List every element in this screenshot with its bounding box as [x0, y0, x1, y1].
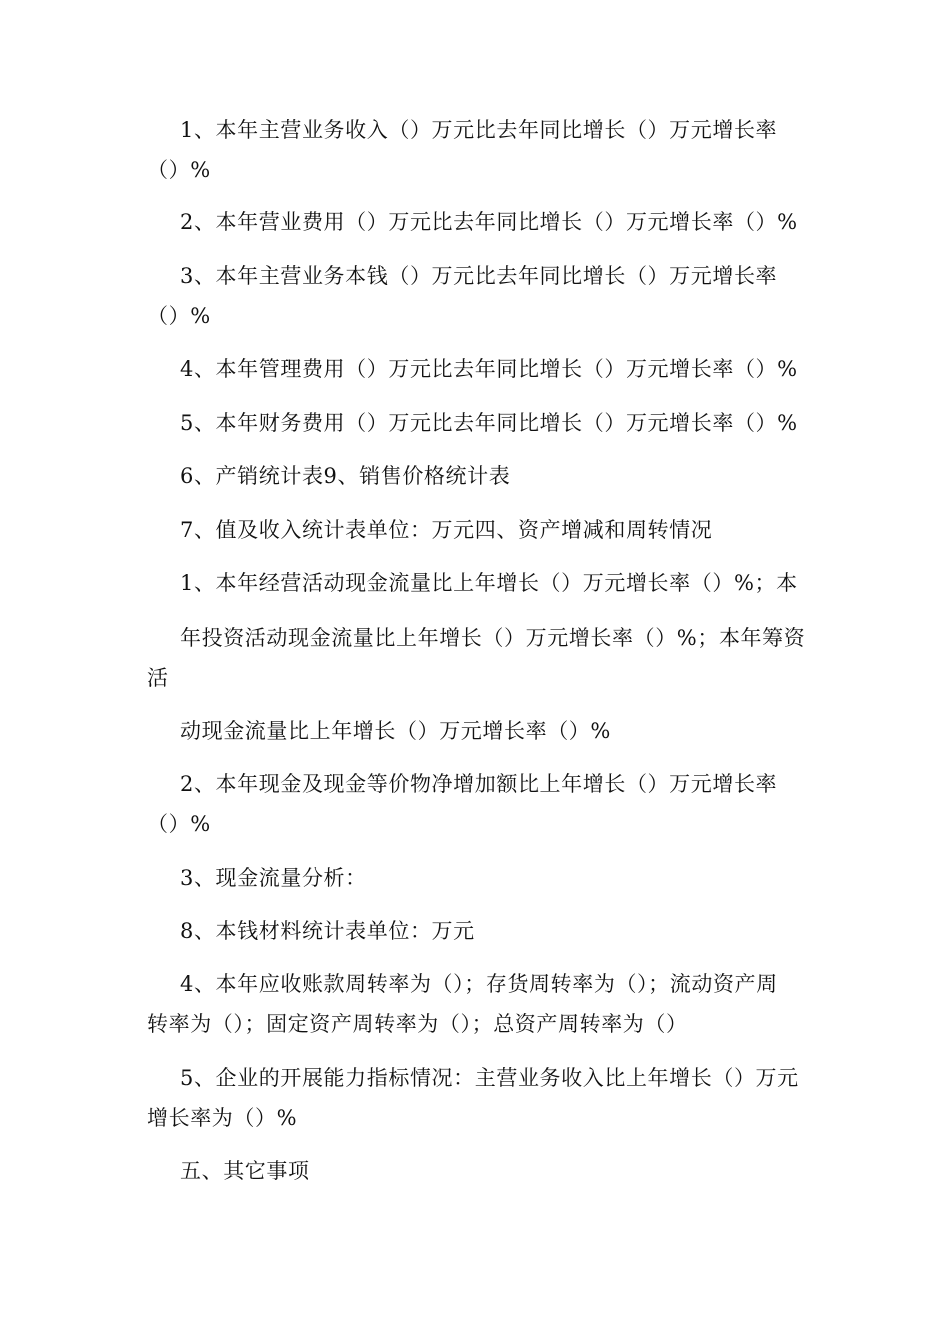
item-finance-expense: 5、本年财务费用（）万元比去年同比增长（）万元增长率（）% — [180, 411, 798, 435]
item-cash-flow-financing: 动现金流量比上年增长（）万元增长率（）% — [180, 719, 611, 743]
item-cash-flow-investing-cont: 活 — [147, 666, 169, 690]
item-sales-tables: 6、产销统计表9、销售价格统计表 — [180, 464, 511, 488]
item-cash-equivalents-cont: （）% — [147, 812, 211, 836]
item-main-cost-cont: （）% — [147, 304, 211, 328]
item-cash-flow-investing: 年投资活动现金流量比上年增长（）万元增长率（）%；本年筹资 — [180, 626, 806, 650]
item-main-revenue: 1、本年主营业务收入（）万元比去年同比增长（）万元增长率 — [180, 118, 778, 142]
item-admin-expense: 4、本年管理费用（）万元比去年同比增长（）万元增长率（）% — [180, 357, 798, 381]
item-development-capacity: 5、企业的开展能力指标情况：主营业务收入比上年增长（）万元 — [180, 1066, 799, 1090]
item-main-cost: 3、本年主营业务本钱（）万元比去年同比增长（）万元增长率 — [180, 264, 778, 288]
item-turnover-rates-cont: 转率为（）；固定资产周转率为（）；总资产周转率为（） — [147, 1012, 688, 1036]
item-cash-equivalents: 2、本年现金及现金等价物净增加额比上年增长（）万元增长率 — [180, 772, 778, 796]
item-material-table: 8、本钱材料统计表单位：万元 — [180, 919, 475, 943]
item-cash-flow-operating: 1、本年经营活动现金流量比上年增长（）万元增长率（）%；本 — [180, 571, 798, 595]
item-income-table: 7、值及收入统计表单位：万元四、资产增减和周转情况 — [180, 518, 713, 542]
item-main-revenue-cont: （）% — [147, 158, 211, 182]
item-cash-flow-analysis: 3、现金流量分析： — [180, 866, 367, 890]
item-operating-expense: 2、本年营业费用（）万元比去年同比增长（）万元增长率（）% — [180, 210, 798, 234]
item-development-capacity-cont: 增长率为（）% — [147, 1106, 298, 1130]
section-heading-other: 五、其它事项 — [180, 1159, 310, 1183]
item-turnover-rates: 4、本年应收账款周转率为（）；存货周转率为（）；流动资产周 — [180, 972, 778, 996]
